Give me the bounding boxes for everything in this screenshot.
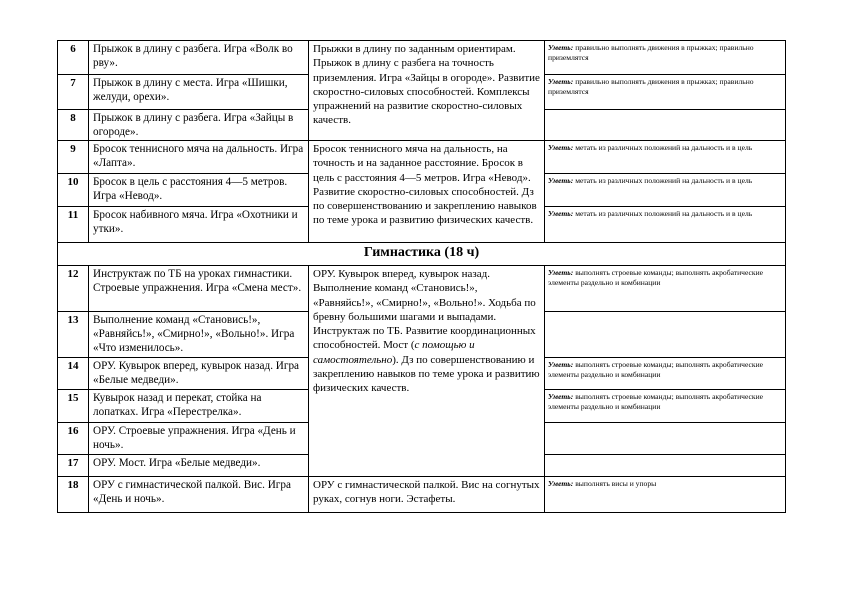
lesson-number: 16 [58, 423, 89, 455]
lesson-number: 12 [58, 266, 89, 312]
lesson-content: Прыжки в длину по заданным ориентирам. Прыжок в длину с разбега на точность приземления. Игра «Зайцы в огороде». Развитие скоростно-силовых способностей. Комплексы упражнений на развитие скоростно-силовых качеств. [309, 41, 545, 141]
lesson-result: Уметь: выполнять строевые команды; выполнять акробатические элементы раздельно и комбинации [545, 266, 786, 312]
lesson-content: ОРУ с гимнастической палкой. Вис на согнутых руках, согнув ноги. Эстафеты. [309, 477, 545, 513]
lesson-number: 9 [58, 141, 89, 174]
lesson-number: 15 [58, 390, 89, 423]
lesson-number: 7 [58, 75, 89, 110]
lesson-result [545, 110, 786, 141]
lesson-topic: Инструктаж по ТБ на уроках гимнастики. Строевые упражнения. Игра «Смена мест». [89, 266, 309, 312]
lesson-content: Бросок теннисного мяча на дальность, на точность и на заданное расстояние. Бросок в цель с расстояния 4—5 метров. Игра «Невод». Развитие скоростно-силовых способностей. Дз по совершенствованию и закреплению навыков по теме урока и развитию физических качеств. [309, 141, 545, 243]
table-row [58, 266, 786, 312]
lesson-topic: Выполнение команд «Становись!», «Равняйсь!», «Смирно!», «Вольно!». Игра «Что изменилось». [89, 312, 309, 358]
lesson-plan-table [57, 40, 786, 513]
lesson-topic: Прыжок в длину с места. Игра «Шишки, желуди, орехи». [89, 75, 309, 110]
table-row [58, 141, 786, 174]
section-row [58, 243, 786, 266]
lesson-number: 13 [58, 312, 89, 358]
lesson-result: Уметь: выполнять строевые команды; выполнять акробатические элементы раздельно и комбинации [545, 358, 786, 390]
lesson-topic: Бросок набивного мяча. Игра «Охотники и утки». [89, 207, 309, 243]
lesson-topic: ОРУ с гимнастической палкой. Вис. Игра «День и ночь». [89, 477, 309, 513]
lesson-topic: Кувырок назад и перекат, стойка на лопатках. Игра «Перестрелка». [89, 390, 309, 423]
lesson-topic: ОРУ. Строевые упражнения. Игра «День и ночь». [89, 423, 309, 455]
lesson-topic: Прыжок в длину с разбега. Игра «Зайцы в огороде». [89, 110, 309, 141]
lesson-topic: Прыжок в длину с разбега. Игра «Волк во рву». [89, 41, 309, 75]
lesson-result: Уметь: метать из различных положений на дальность и в цель [545, 207, 786, 243]
lesson-result: Уметь: метать из различных положений на дальность и в цель [545, 174, 786, 207]
lesson-number: 6 [58, 41, 89, 75]
lesson-topic: Бросок теннисного мяча на дальность. Игра «Лапта». [89, 141, 309, 174]
table-row [58, 477, 786, 513]
lesson-number: 10 [58, 174, 89, 207]
lesson-topic: ОРУ. Мост. Игра «Белые медведи». [89, 455, 309, 477]
lesson-result: Уметь: правильно выполнять движения в прыжках; правильно приземлятся [545, 41, 786, 75]
lesson-number: 8 [58, 110, 89, 141]
lesson-result [545, 423, 786, 455]
lesson-result [545, 455, 786, 477]
lesson-topic: Бросок в цель с расстояния 4—5 метров. Игра «Невод». [89, 174, 309, 207]
lesson-number: 17 [58, 455, 89, 477]
table-row [58, 41, 786, 75]
section-title: Гимнастика (18 ч) [58, 243, 786, 266]
lesson-result [545, 312, 786, 358]
lesson-content: ОРУ. Кувырок вперед, кувырок назад. Выполнение команд «Становись!», «Равняйсь!», «Смирно!», «Вольно!». Ходьба по бревну большими шагами и выпадами. Инструктаж по ТБ. Развитие координационных способностей. Мост (с помощью и самостоятельно). Дз по совершенствованию и закреплению навыков по теме урока и развитию физических качеств. [309, 266, 545, 477]
lesson-number: 18 [58, 477, 89, 513]
lesson-result: Уметь: выполнять висы и упоры [545, 477, 786, 513]
lesson-result: Уметь: выполнять строевые команды; выполнять акробатические элементы раздельно и комбинации [545, 390, 786, 423]
lesson-topic: ОРУ. Кувырок вперед, кувырок назад. Игра «Белые медведи». [89, 358, 309, 390]
lesson-result: Уметь: правильно выполнять движения в прыжках; правильно приземлятся [545, 75, 786, 110]
lesson-number: 11 [58, 207, 89, 243]
lesson-result: Уметь: метать из различных положений на дальность и в цель [545, 141, 786, 174]
lesson-number: 14 [58, 358, 89, 390]
